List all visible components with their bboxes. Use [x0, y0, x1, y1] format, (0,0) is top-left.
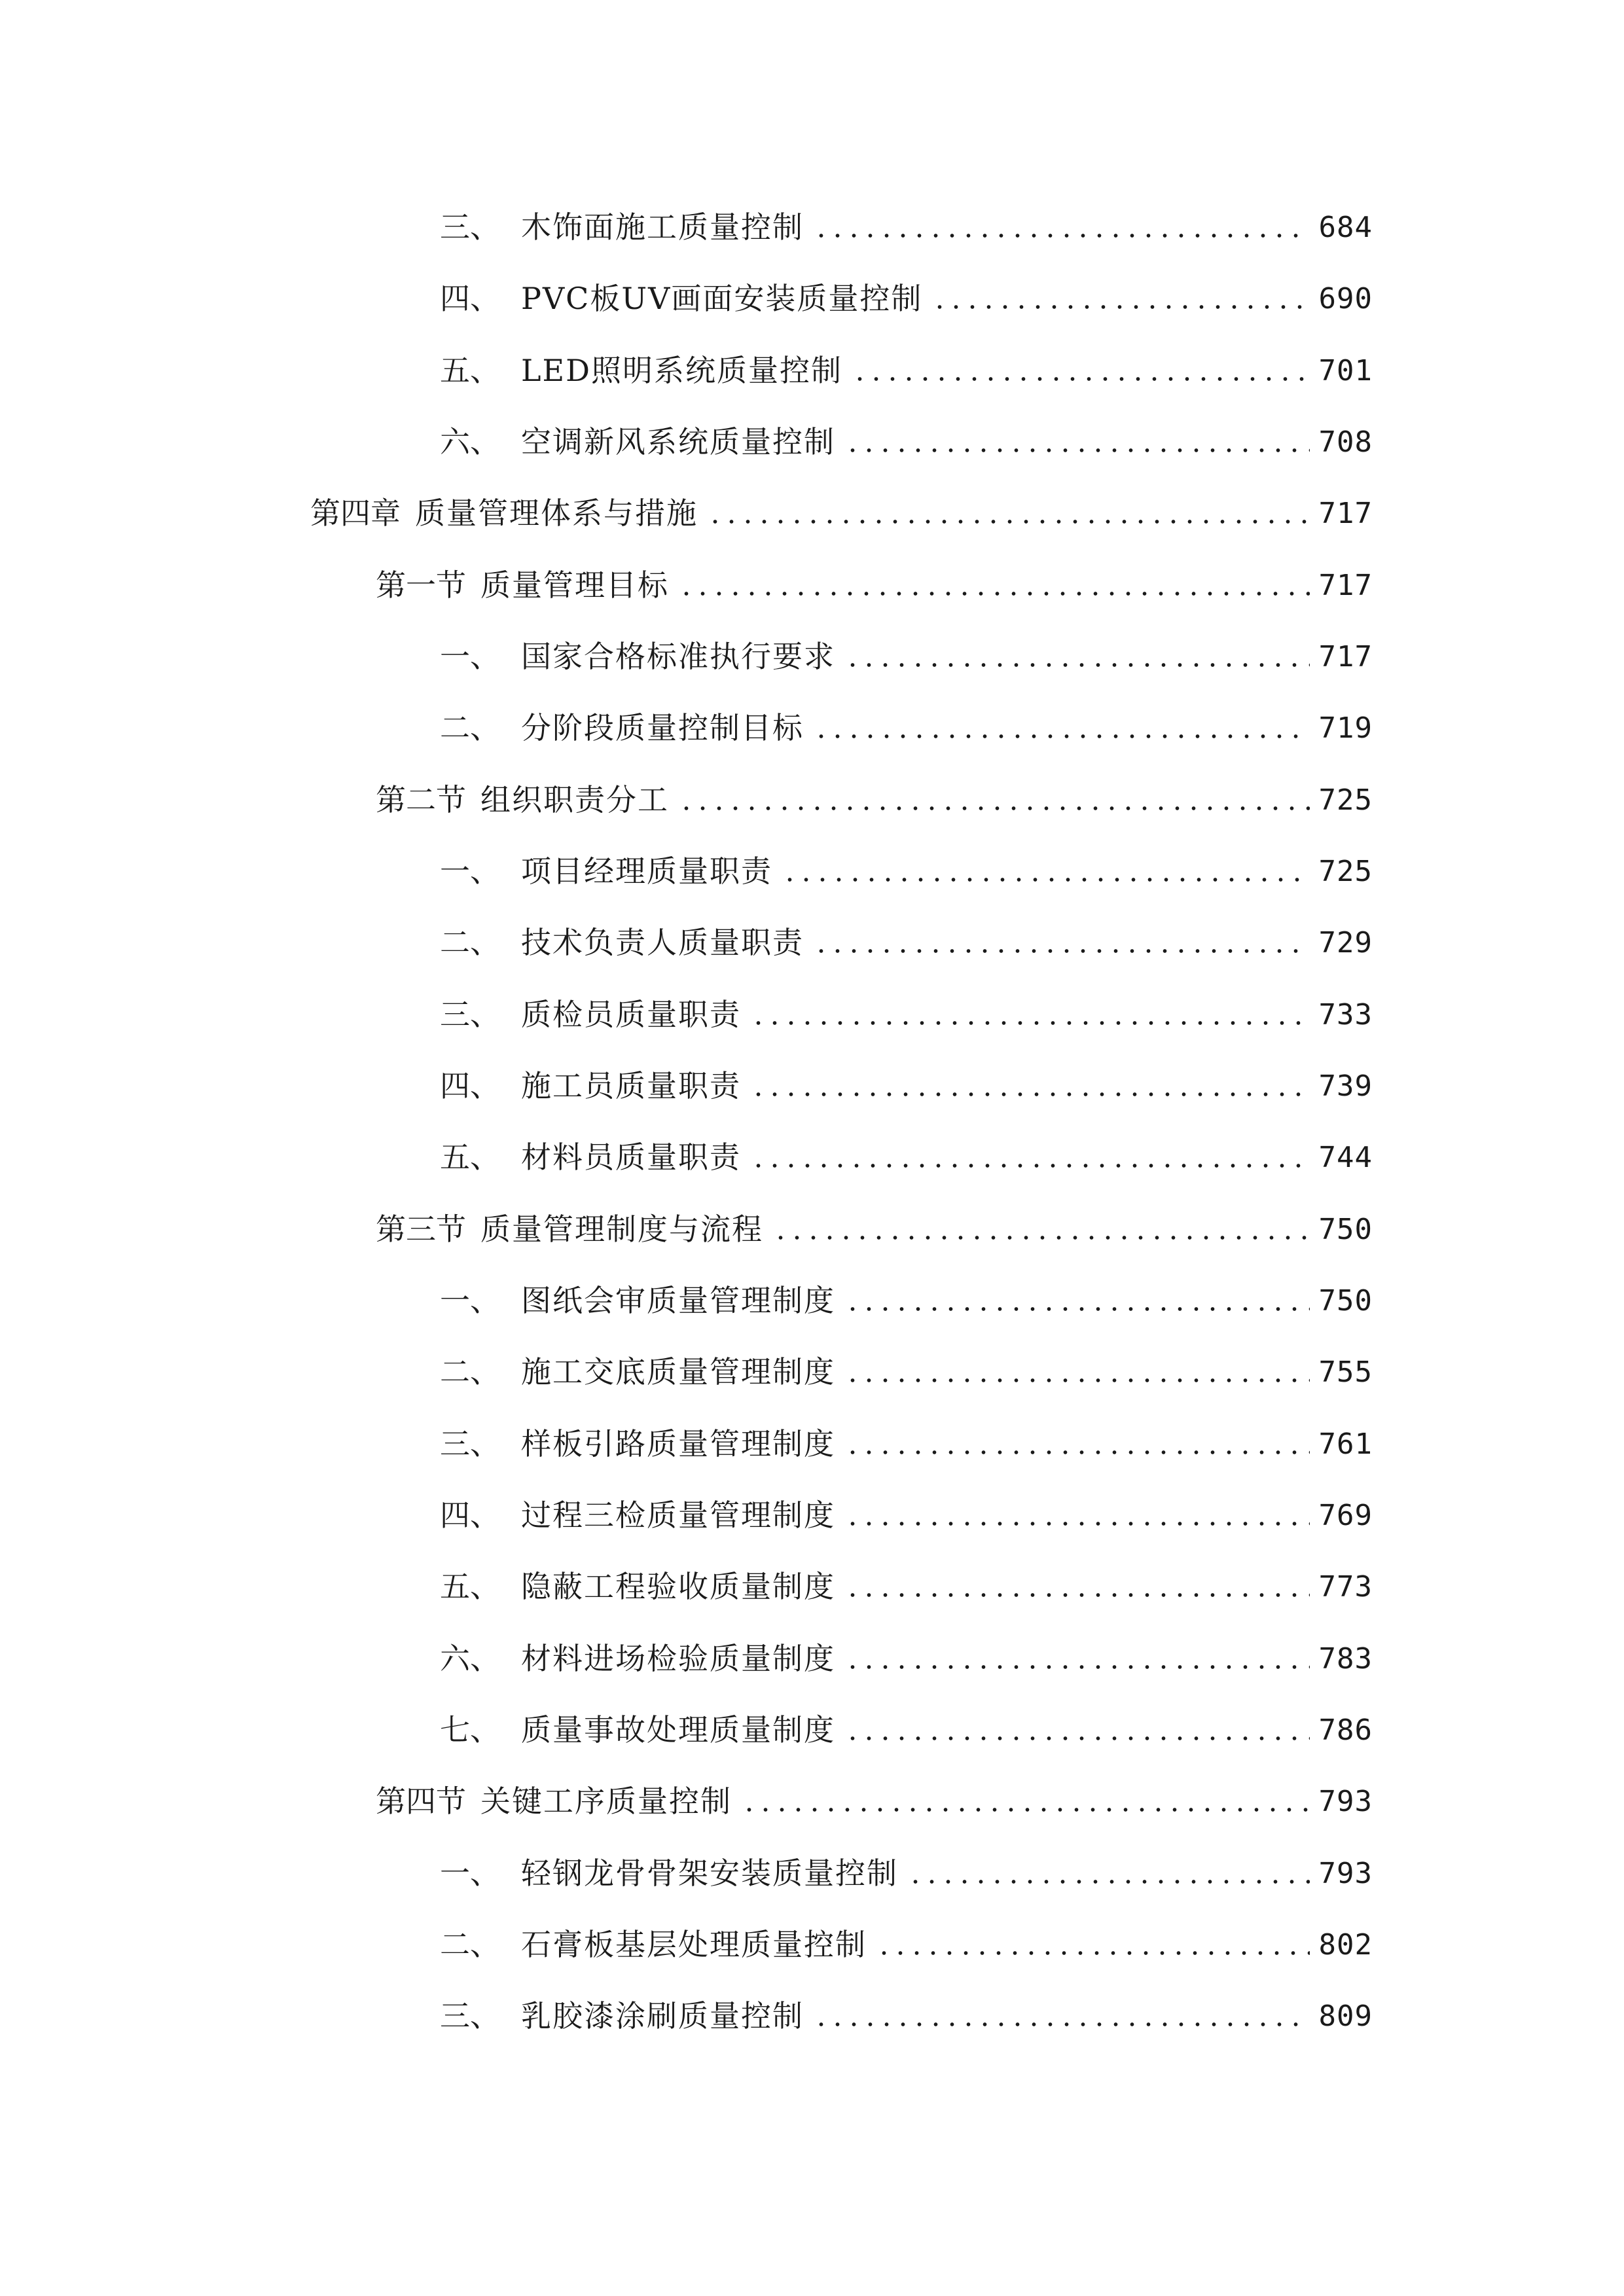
- toc-entry-title: 轻钢龙骨骨架安装质量控制: [521, 1855, 898, 1891]
- dot-leader: [844, 1717, 1310, 1743]
- dot-leader: [813, 2003, 1310, 2029]
- toc-section-entry[interactable]: [376, 1195, 1373, 1247]
- toc-entry-number: 第一节: [376, 567, 466, 603]
- toc-entry[interactable]: [440, 1052, 1373, 1104]
- toc-entry-page: 729: [1318, 926, 1373, 960]
- dot-leader: [844, 1645, 1310, 1672]
- toc-entry[interactable]: [440, 1123, 1373, 1175]
- toc-entry-title: 材料员质量职责: [521, 1139, 741, 1175]
- toc-entry[interactable]: [440, 1910, 1373, 1963]
- toc-entry[interactable]: [440, 336, 1373, 389]
- dot-leader: [813, 214, 1310, 240]
- toc-chapter-entry[interactable]: [310, 479, 1373, 531]
- toc-entry-title: 质检员质量职责: [521, 996, 741, 1032]
- toc-entry-number: 一、: [440, 853, 500, 889]
- dot-leader: [678, 572, 1310, 598]
- toc-entry-number: 五、: [440, 1568, 500, 1604]
- toc-entry-number: 四、: [440, 1497, 500, 1533]
- toc-entry-title: 质量管理体系与措施: [415, 495, 698, 531]
- dot-leader: [844, 1502, 1310, 1528]
- toc-entry-page: 717: [1318, 569, 1373, 603]
- dot-leader: [844, 429, 1310, 455]
- toc-entry-page: 809: [1318, 2000, 1373, 2034]
- dot-leader: [876, 1931, 1310, 1958]
- dot-leader: [844, 1287, 1310, 1314]
- dot-leader: [844, 643, 1310, 670]
- toc-entry-title: 材料进场检验质量制度: [521, 1640, 835, 1676]
- toc-entry-number: 四、: [440, 1067, 500, 1103]
- toc-entry[interactable]: [440, 1624, 1373, 1677]
- toc-entry-page: 786: [1318, 1713, 1373, 1748]
- toc-entry-page: 725: [1318, 783, 1373, 817]
- toc-entry[interactable]: [440, 1696, 1373, 1748]
- toc-entry-title: PVC板UV画面安装质量控制: [521, 280, 923, 316]
- toc-entry-page: 739: [1318, 1069, 1373, 1103]
- dot-leader: [813, 715, 1310, 741]
- toc-entry-title: 过程三检质量管理制度: [521, 1497, 835, 1533]
- toc-entry-page: 750: [1318, 1213, 1373, 1247]
- toc-entry[interactable]: [440, 193, 1373, 245]
- toc-entry-page: 793: [1318, 1857, 1373, 1891]
- toc-entry[interactable]: [440, 1481, 1373, 1534]
- toc-entry-number: 二、: [440, 924, 500, 960]
- toc-entry[interactable]: [440, 908, 1373, 961]
- toc-entry[interactable]: [440, 1982, 1373, 2034]
- dot-leader: [707, 500, 1310, 526]
- toc-entry-title: 木饰面施工质量控制: [521, 209, 804, 245]
- toc-entry-number: 六、: [440, 423, 500, 459]
- toc-entry[interactable]: [440, 980, 1373, 1033]
- toc-entry-number: 三、: [440, 1426, 500, 1462]
- toc-entry-page: 733: [1318, 998, 1373, 1032]
- dot-leader: [750, 1144, 1310, 1170]
- toc-entry-number: 五、: [440, 352, 500, 388]
- toc-entry-title: 组织职责分工: [480, 781, 669, 817]
- toc-entry-number: 一、: [440, 1855, 500, 1891]
- toc-entry-number: 一、: [440, 638, 500, 674]
- toc-entry-title: 隐蔽工程验收质量制度: [521, 1568, 835, 1604]
- toc-section-entry[interactable]: [376, 1767, 1373, 1820]
- toc-entry-page: 755: [1318, 1355, 1373, 1390]
- toc-entry-number: 三、: [440, 996, 500, 1032]
- toc-entry-title: 分阶段质量控制目标: [521, 709, 804, 745]
- dot-leader: [741, 1788, 1310, 1814]
- toc-entry-title: 施工交底质量管理制度: [521, 1354, 835, 1390]
- dot-leader: [844, 1573, 1310, 1600]
- toc-entry-number: 第四章: [310, 495, 401, 531]
- toc-entry[interactable]: [440, 1552, 1373, 1605]
- toc-entry-page: 717: [1318, 497, 1373, 531]
- toc-entry[interactable]: [440, 1338, 1373, 1390]
- dot-leader: [782, 858, 1310, 884]
- toc-entry-page: 744: [1318, 1141, 1373, 1175]
- toc-entry-title: 施工员质量职责: [521, 1067, 741, 1103]
- dot-leader: [907, 1860, 1310, 1886]
- toc-entry-title: 关键工序质量控制: [480, 1783, 732, 1819]
- toc-entry-number: 三、: [440, 1998, 500, 2034]
- toc-entry-page: 708: [1318, 425, 1373, 459]
- dot-leader: [678, 787, 1310, 813]
- toc-entry-number: 七、: [440, 1712, 500, 1748]
- toc-entry[interactable]: [440, 264, 1373, 317]
- toc-entry-title: 质量事故处理质量制度: [521, 1712, 835, 1748]
- toc-entry-title: 质量管理目标: [480, 567, 669, 603]
- toc-entry-number: 第二节: [376, 781, 466, 817]
- toc-entry-page: 750: [1318, 1284, 1373, 1318]
- toc-entry-title: 空调新风系统质量控制: [521, 423, 835, 459]
- toc-entry[interactable]: [440, 837, 1373, 889]
- toc-entry-number: 四、: [440, 280, 500, 316]
- toc-entry-title: 质量管理制度与流程: [480, 1211, 763, 1247]
- toc-entry-page: 684: [1318, 211, 1373, 245]
- toc-entry-number: 二、: [440, 1354, 500, 1390]
- toc-entry-title: 样板引路质量管理制度: [521, 1426, 835, 1462]
- toc-entry-title: 图纸会审质量管理制度: [521, 1282, 835, 1318]
- dot-leader: [750, 1001, 1310, 1028]
- dot-leader: [852, 357, 1310, 384]
- toc-entry-page: 802: [1318, 1928, 1373, 1962]
- toc-entry-page: 783: [1318, 1642, 1373, 1676]
- toc-entry[interactable]: [440, 408, 1373, 460]
- toc-entry-number: 第三节: [376, 1211, 466, 1247]
- dot-leader: [844, 1359, 1310, 1385]
- toc-entry-title: 乳胶漆涂刷质量控制: [521, 1998, 804, 2034]
- toc-section-entry[interactable]: [376, 766, 1373, 818]
- toc-entry-page: 717: [1318, 640, 1373, 674]
- toc-entry-title: LED照明系统质量控制: [521, 352, 843, 388]
- toc-entry-number: 三、: [440, 209, 500, 245]
- toc-entry[interactable]: [440, 694, 1373, 746]
- toc-entry[interactable]: [440, 1410, 1373, 1462]
- toc-entry-number: 第四节: [376, 1783, 466, 1819]
- toc-entry-number: 五、: [440, 1139, 500, 1175]
- toc-entry-page: 769: [1318, 1499, 1373, 1533]
- toc-entry-number: 二、: [440, 709, 500, 745]
- dot-leader: [813, 929, 1310, 956]
- toc-entry-number: 一、: [440, 1282, 500, 1318]
- toc-entry-page: 719: [1318, 711, 1373, 745]
- toc-entry-page: 690: [1318, 282, 1373, 316]
- dot-leader: [931, 285, 1309, 312]
- toc-entry-title: 国家合格标准执行要求: [521, 638, 835, 674]
- dot-leader: [750, 1073, 1310, 1099]
- toc-entry-number: 二、: [440, 1926, 500, 1962]
- dot-leader: [772, 1216, 1310, 1242]
- toc-entry[interactable]: [440, 622, 1373, 675]
- toc-entry-title: 石膏板基层处理质量控制: [521, 1926, 867, 1962]
- toc-entry-page: 701: [1318, 354, 1373, 388]
- toc-section-entry[interactable]: [376, 551, 1373, 603]
- toc-entry[interactable]: [440, 1839, 1373, 1892]
- dot-leader: [844, 1431, 1310, 1457]
- toc-entry-title: 项目经理质量职责: [521, 853, 772, 889]
- toc-entry-title: 技术负责人质量职责: [521, 924, 804, 960]
- toc-entry-page: 793: [1318, 1785, 1373, 1819]
- toc-entry-page: 773: [1318, 1570, 1373, 1604]
- toc-entry-page: 761: [1318, 1427, 1373, 1462]
- toc-entry-number: 六、: [440, 1640, 500, 1676]
- toc-entry-page: 725: [1318, 855, 1373, 889]
- toc-entry[interactable]: [440, 1266, 1373, 1319]
